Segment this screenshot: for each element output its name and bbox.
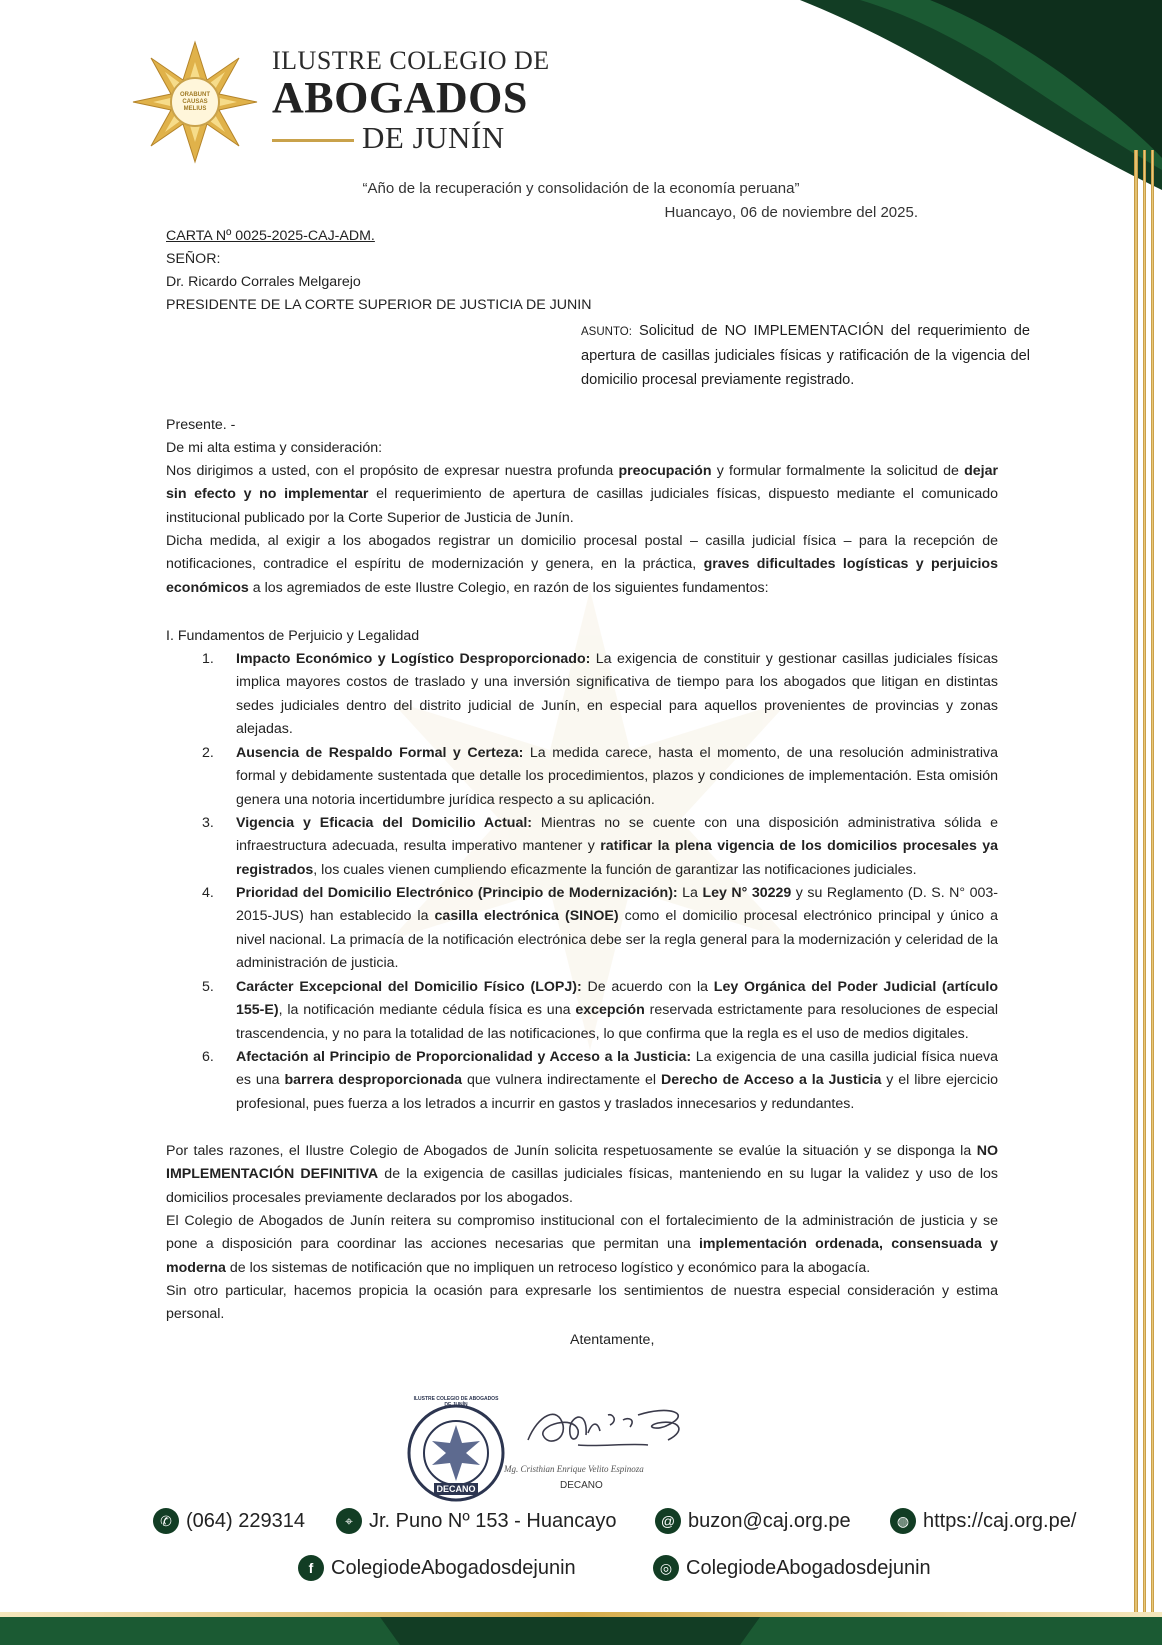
logo-line-2: ABOGADOS bbox=[272, 73, 528, 122]
seal-label: DECANO bbox=[436, 1484, 476, 1494]
facebook-icon: f bbox=[298, 1555, 324, 1581]
footer-website[interactable]: ◍ https://caj.org.pe/ bbox=[890, 1508, 1076, 1534]
recipient-title: PRESIDENTE DE LA CORTE SUPERIOR DE JUSTICIA DE JUNIN bbox=[166, 297, 592, 313]
footer-phone[interactable]: ✆ (064) 229314 bbox=[153, 1508, 305, 1534]
greeting: De mi alta estima y consideración: bbox=[166, 440, 383, 456]
list-item: 1. Impacto Económico y Logístico Desproporcionado: La exigencia de constituir y gestionar casillas judiciales físicas implica mayores costos de traslado y una inversión significativa de tiempo para los abogados que litigan en distintas sedes judiciales dentro del distrito judicial de Junín, en especial para aquellos provenientes de provincias y zonas alejadas. bbox=[202, 651, 998, 737]
list-item: 6. Afectación al Principio de Proporcionalidad y Acceso a la Justicia: La exigencia de una casilla judicial física nueva es una barrera desproporcionada que vulnera indirectamente el Derecho de Acceso a la Justicia y el libre ejercicio profesional, pues fuerza a los letrados a incurrir en gastos y traslados innecesarios y redundantes. bbox=[202, 1049, 998, 1112]
logo-line-1: ILUSTRE COLEGIO DE bbox=[272, 46, 550, 75]
instagram-icon: ◎ bbox=[653, 1555, 679, 1581]
intro-paragraph-2: Dicha medida, al exigir a los abogados registrar un domicilio procesal postal – casilla judicial física – para la recepción de notificaciones, contradice el espíritu de modernización y genera, en la práctica, graves dificultades logísticas y perjuicios económicos a los agremiados de este Ilustre Colegio, en razón de los siguientes fundamentos: bbox=[166, 533, 998, 596]
presente: Presente. - bbox=[166, 417, 236, 433]
subject-text: Solicitud de NO IMPLEMENTACIÓN del requerimiento de apertura de casillas judiciales físicas y ratificación de la vigencia del domicilio procesal previamente registrado. bbox=[581, 323, 1031, 388]
closing-paragraph-3: Sin otro particular, hacemos propicia la ocasión para expresarle los sentimientos de nuestra especial consideración y estima personal. bbox=[166, 1283, 998, 1323]
logo-divider bbox=[272, 139, 354, 142]
signer-name: Mg. Cristhian Enrique Velito Espinoza bbox=[504, 1464, 644, 1474]
seal-ring-text: ILUSTRE COLEGIO DE ABOGADOS DE JUNÍN bbox=[413, 1396, 499, 1408]
list-item: 5. Carácter Excepcional del Domicilio Físico (LOPJ): De acuerdo con la Ley Orgánica del Poder Judicial (artículo 155-E), la notificación mediante cédula física es una excepción reservada estrictamente para resoluciones de especial trascendencia, y no para la totalidad de las notificaciones, lo que confirma que la regla es el uso de medios digitales. bbox=[202, 979, 999, 1042]
handwritten-signature bbox=[518, 1385, 718, 1465]
list-item: 4. Prioridad del Domicilio Electrónico (Principio de Modernización): La Ley N° 30229 y su Reglamento (D. S. N° 003-2015-JUS) han establecido la casilla electrónica (SINOE) como el domicilio procesal electrónico principal y único a nivel nacional. La primacía de la notificación electrónica debe ser la regla general para la modernización y celeridad de la administración de justicia. bbox=[202, 885, 999, 971]
subject-block bbox=[581, 319, 1030, 392]
subject-label: ASUNTO: bbox=[581, 326, 632, 338]
place-date: Huancayo, 06 de noviembre del 2025. bbox=[664, 204, 918, 221]
footer-instagram[interactable]: ◎ ColegiodeAbogadosdejunin bbox=[653, 1555, 931, 1581]
sign-off: Atentamente, bbox=[570, 1332, 655, 1348]
signer-role: DECANO bbox=[560, 1480, 603, 1491]
year-motto: “Año de la recuperación y consolidación de la economía peruana” bbox=[362, 180, 800, 197]
recipient-name: Dr. Ricardo Corrales Melgarejo bbox=[166, 274, 361, 290]
globe-icon: ◍ bbox=[890, 1508, 916, 1534]
list-item: 3. Vigencia y Eficacia del Domicilio Actual: Mientras no se cuente con una disposición administrativa sólida e infraestructura adecuada, resulta imperativo mantener y ratificar la plena vigencia de los domicilios procesales ya registrados, los cuales vienen cumpliendo eficazmente la función de garantizar las notificaciones judiciales. bbox=[202, 815, 999, 878]
closing-paragraph-1: Por tales razones, el Ilustre Colegio de Abogados de Junín solicita respetuosamente se evalúe la situación y se disponga la NO IMPLEMENTACIÓN DEFINITIVA de la exigencia de casillas judiciales físicas, manteniendo en su lugar la validez y uso de los domicilios procesales previamente declarados por los abogados. bbox=[166, 1143, 998, 1206]
footer-address[interactable]: ⌖ Jr. Puno Nº 153 - Huancayo bbox=[336, 1508, 616, 1534]
salutation: SEÑOR: bbox=[166, 251, 221, 267]
footer-facebook[interactable]: f ColegiodeAbogadosdejunin bbox=[298, 1555, 576, 1581]
location-pin-icon: ⌖ bbox=[336, 1508, 362, 1534]
phone-icon: ✆ bbox=[153, 1508, 179, 1534]
letter-reference: CARTA Nº 0025-2025-CAJ-ADM. bbox=[166, 228, 375, 244]
logo-seal-text: ORABUNT CAUSAS MELIUS bbox=[180, 92, 210, 112]
section-title: I. Fundamentos de Perjuicio y Legalidad bbox=[166, 628, 420, 644]
logo-line-3: DE JUNÍN bbox=[362, 120, 505, 155]
intro-paragraph-1: Nos dirigimos a usted, con el propósito de expresar nuestra profunda preocupación y formular formalmente la solicitud de dejar sin efecto y no implementar el requerimiento de apertura de casillas judiciales físicas, dispuesto mediante el comunicado institucional publicado por la Corte Superior de Justicia de Junín. bbox=[166, 463, 998, 526]
email-icon: @ bbox=[655, 1508, 681, 1534]
closing-paragraph-2: El Colegio de Abogados de Junín reitera su compromiso institucional con el fortalecimiento de la administración de justicia y se pone a disposición para coordinar las acciones necesarias que permitan una implementación ordenada, consensuada y moderna de los sistemas de notificación que no impliquen un retroceso logístico y económico para la abogacía. bbox=[166, 1213, 998, 1276]
footer-email[interactable]: @ buzon@caj.org.pe bbox=[655, 1508, 851, 1534]
list-item: 2. Ausencia de Respaldo Formal y Certeza: La medida carece, hasta el momento, de una resolución administrativa formal y debidamente sustentada que detalle los procedimientos, plazos y condiciones de implementación. Esta omisión genera una notoria incertidumbre jurídica respecto a su aplicación. bbox=[202, 745, 998, 808]
